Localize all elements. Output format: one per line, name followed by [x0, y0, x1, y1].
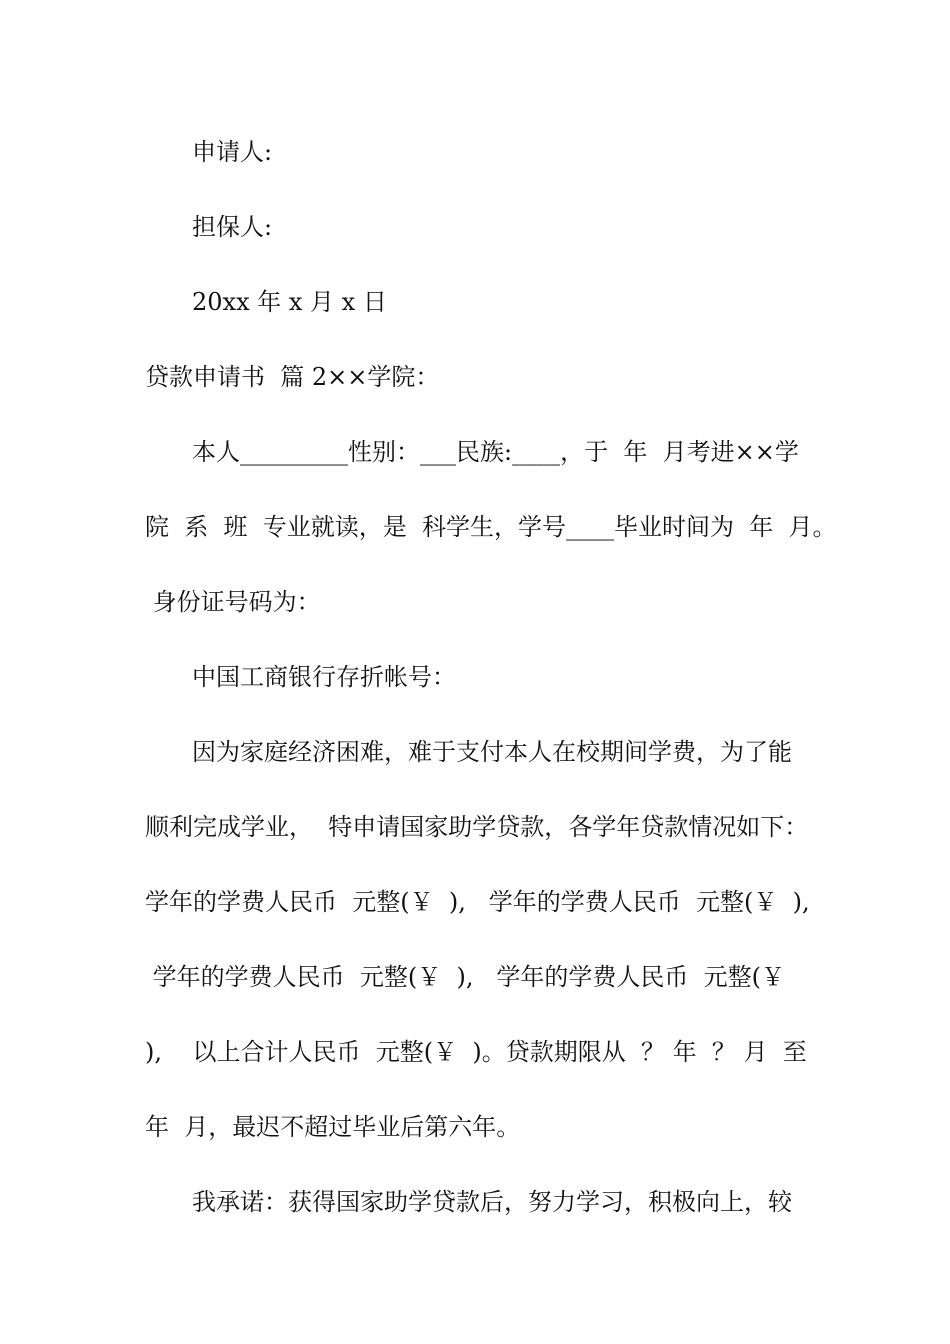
bank-account-line: 中国工商银行存折帐号： — [192, 663, 456, 691]
section-heading: 贷款申请书 篇 2××学院： — [145, 363, 440, 391]
paragraph-line: 年 月，最迟不超过毕业后第六年。 — [145, 1113, 521, 1141]
applicant-line: 申请人: — [192, 138, 273, 166]
guarantor-line: 担保人: — [192, 213, 273, 241]
paragraph-line: 学年的学费人民币 元整(￥ ), 学年的学费人民币 元整(￥ ), — [145, 888, 810, 916]
date-line: 20xx 年 x 月 x 日 — [192, 288, 387, 316]
id-number-line: 身份证号码为： — [145, 588, 321, 616]
paragraph-line: 顺利完成学业， 特申请国家助学贷款，各学年贷款情况如下： — [145, 813, 809, 841]
commitment-line: 我承诺：获得国家助学贷款后，努力学习，积极向上，较 — [192, 1188, 792, 1216]
paragraph-line: 学年的学费人民币 元整(￥ ), 学年的学费人民币 元整(￥ — [145, 963, 786, 991]
paragraph-line: 院 系 班 专业就读，是 科学生，学号____毕业时间为 年 月。 — [145, 513, 837, 541]
paragraph-line: ), 以上合计人民币 元整(￥ )。贷款期限从 ？ 年 ？ 月 至 — [145, 1038, 807, 1066]
paragraph-line: 本人_________性别：___民族:____，于 年 月考进××学 — [192, 438, 799, 466]
paragraph-line: 因为家庭经济困难，难于支付本人在校期间学费，为了能 — [192, 738, 792, 766]
